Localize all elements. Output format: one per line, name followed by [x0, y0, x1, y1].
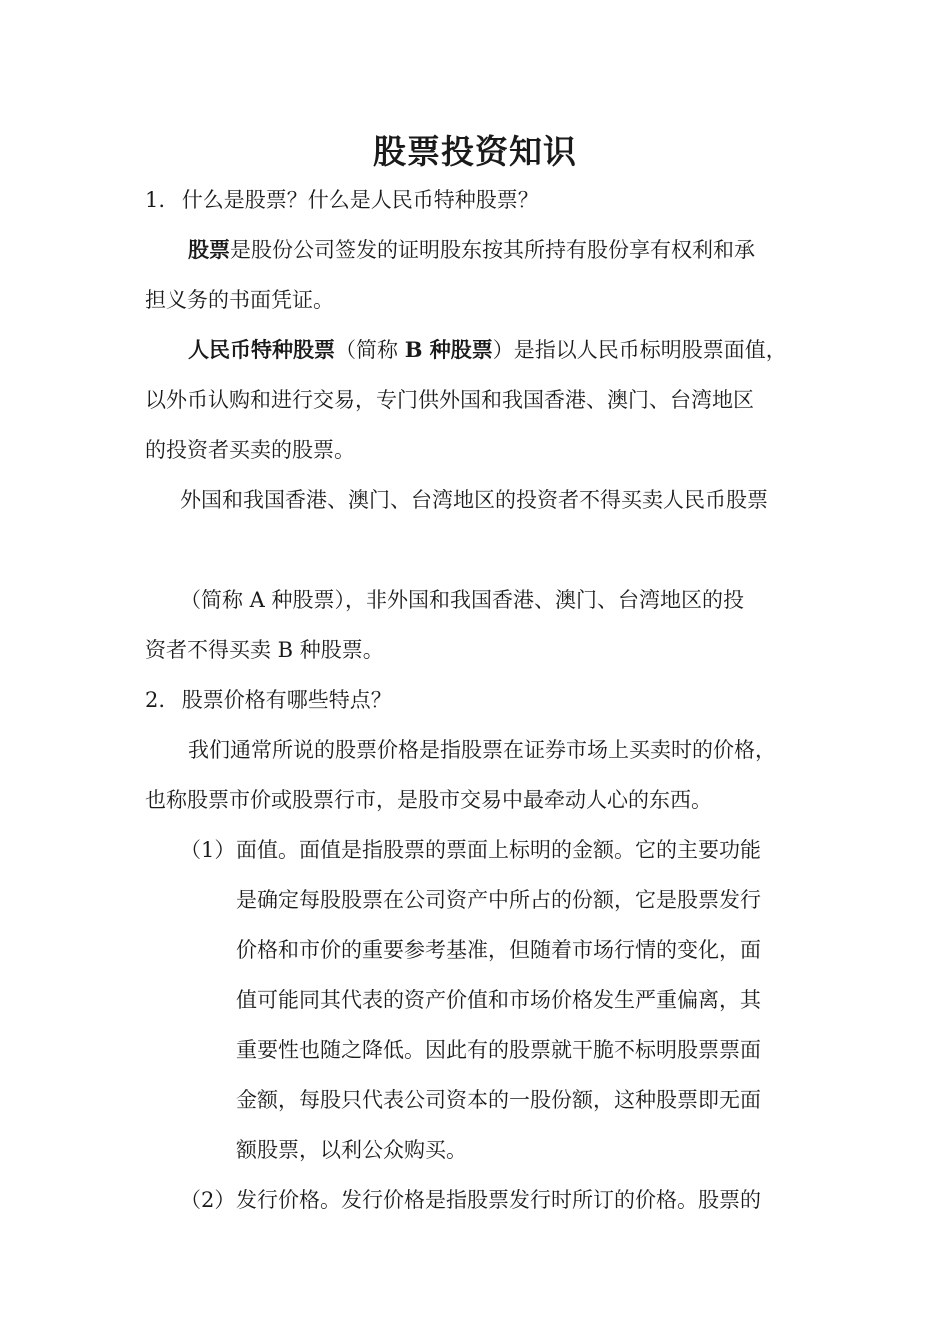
item-1-line: 重要性也随之降低。因此有的股票就干脆不标明股票票面	[236, 1038, 761, 1062]
paragraph-2-line-2: 以外币认购和进行交易，专门供外国和我国香港、澳门、台湾地区	[145, 388, 754, 412]
question-1-number: 1.	[145, 188, 166, 212]
item-1-line: 金额，每股只代表公司资本的一股份额，这种股票即无面	[236, 1088, 761, 1112]
paragraph-1-line-1	[188, 234, 755, 266]
item-1-line: 是确定每股股票在公司资产中所占的份额，它是股票发行	[236, 888, 761, 912]
item-1-label: （1）	[180, 838, 236, 862]
question-2	[145, 684, 392, 716]
item-1-line: 值可能同其代表的资产价值和市场价格发生严重偏离，其	[236, 988, 761, 1012]
term-rmb-special-stock: 人民币特种股票	[188, 337, 335, 362]
paragraph-3-line-1: 外国和我国香港、澳门、台湾地区的投资者不得买卖人民币股票	[180, 488, 768, 512]
paragraph-2-line-1	[188, 334, 787, 366]
term-stock: 股票	[188, 237, 230, 262]
paragraph-2-paren: （简称	[335, 338, 405, 362]
paragraph-1-text: 是股份公司签发的证明股东按其所持有股份享有权利和承	[230, 238, 755, 262]
question-2-number: 2.	[145, 688, 166, 712]
item-1-line: 额股票，以利公众购买。	[236, 1138, 467, 1162]
item-1-line: 价格和市价的重要参考基准，但随着市场行情的变化，面	[236, 938, 761, 962]
question-1-text: 什么是股票？什么是人民币特种股票？	[181, 188, 539, 212]
document-title: 股票投资知识	[373, 132, 577, 171]
paragraph-4-line-1: 我们通常所说的股票价格是指股票在证券市场上买卖时的价格，	[188, 738, 776, 762]
item-1-line: 面值。面值是指股票的票面上标明的金额。它的主要功能	[236, 838, 761, 862]
item-2-line: 发行价格。发行价格是指股票发行时所订的价格。股票的	[236, 1188, 761, 1212]
paragraph-1-line-2: 担义务的书面凭证。	[145, 288, 334, 312]
paragraph-4-line-2: 也称股票市价或股票行市，是股市交易中最牵动人心的东西。	[145, 788, 712, 812]
paragraph-3-line-3: 资者不得买卖 B 种股票。	[145, 638, 384, 662]
question-2-text: 股票价格有哪些特点？	[181, 688, 392, 712]
item-2-label: （2）	[180, 1188, 236, 1212]
paragraph-2-text: ）是指以人民币标明股票面值，	[492, 338, 787, 362]
paragraph-3-line-2: （简称 A 种股票），非外国和我国香港、澳门、台湾地区的投	[180, 588, 745, 612]
paragraph-2-line-3: 的投资者买卖的股票。	[145, 438, 355, 462]
question-1	[145, 184, 539, 216]
term-b-share: B 种股票	[404, 337, 493, 362]
